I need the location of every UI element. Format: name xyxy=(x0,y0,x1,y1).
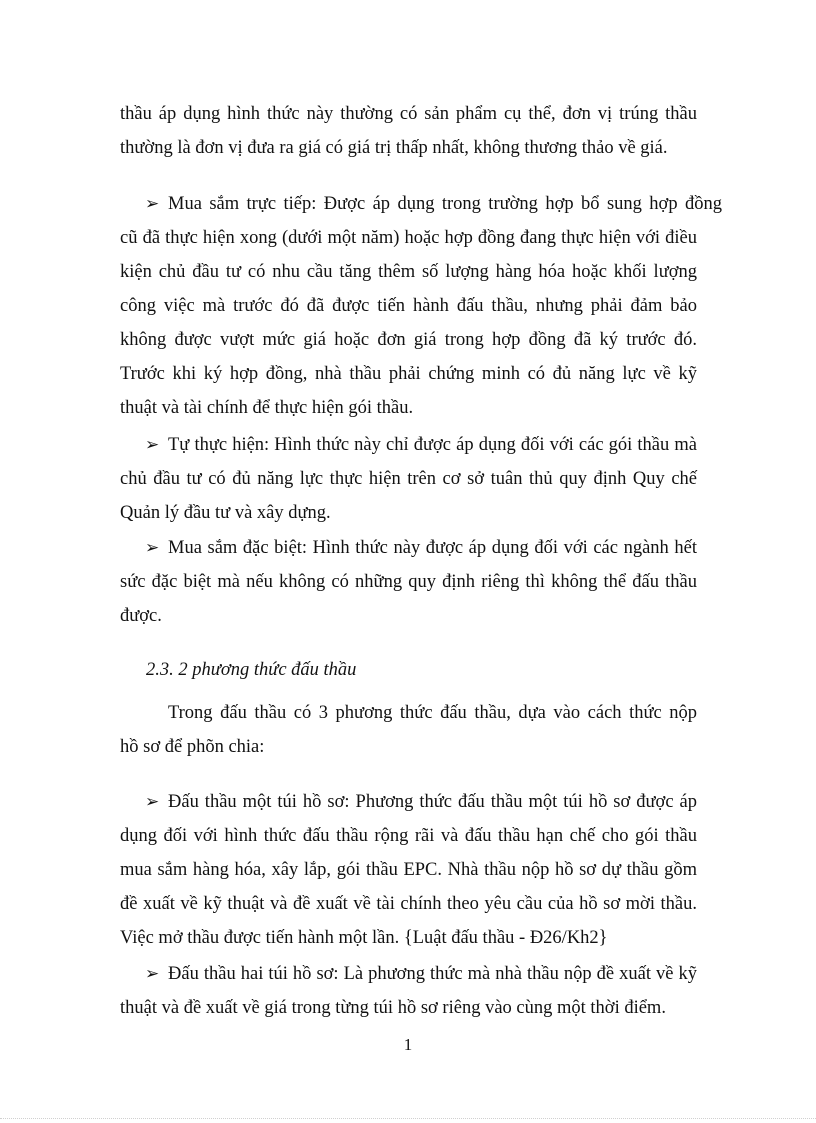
text-line: dụng đối với hình thức đấu thầu rộng rãi và đấu thầu hạn chế cho gói thầu xyxy=(120,826,697,846)
bullet-item-mua-sam-truc-tiep xyxy=(120,187,722,221)
text-line: Mua sắm trực tiếp: Được áp dụng trong trường hợp bổ sung hợp đồng xyxy=(168,194,722,214)
bullet-item-hai-tui-ho-so xyxy=(145,957,697,991)
text-line: Đấu thầu hai túi hồ sơ: Là phương thức mà nhà thầu nộp đề xuất về kỹ xyxy=(168,964,697,984)
text-line: hồ sơ để phõn chia: xyxy=(120,737,265,757)
text-line: thuật và tài chính để thực hiện gói thầu. xyxy=(120,398,414,418)
text-line: kiện chủ đầu tư có nhu cầu tăng thêm số lượng hàng hóa hoặc khối lượng xyxy=(120,262,697,282)
text-line: công việc mà trước đó đã được tiến hành đấu thầu, nhưng phải đảm bảo xyxy=(120,296,697,316)
text-line: đề xuất về kỹ thuật và đề xuất về tài chính theo yêu cầu của hồ sơ mời thầu. xyxy=(120,894,697,914)
arrow-bullet-icon: ➢ xyxy=(145,538,160,557)
text-line: mua sắm hàng hóa, xây lắp, gói thầu EPC. Nhà thầu nộp hồ sơ dự thầu gồm xyxy=(120,860,697,880)
text-line: Việc mở thầu được tiến hành một lần. {Luật đấu thầu - Đ26/Kh2} xyxy=(120,928,608,948)
text-line: Trong đấu thầu có 3 phương thức đấu thầu, dựa vào cách thức nộp xyxy=(168,703,697,723)
text-line: được. xyxy=(120,606,162,626)
text-line: không được vượt mức giá hoặc đơn giá trong hợp đồng đã ký trước đó. xyxy=(120,330,697,350)
text-line: Tự thực hiện: Hình thức này chỉ được áp dụng đối với các gói thầu mà xyxy=(168,435,697,455)
text-line: thuật và đề xuất về giá trong từng túi hồ sơ riêng vào cùng một thời điểm. xyxy=(120,998,666,1018)
text-line: chủ đầu tư có đủ năng lực thực hiện trên cơ sở tuân thủ quy định Quy chế xyxy=(120,469,697,489)
text-line: sức đặc biệt mà nếu không có những quy định riêng thì không thể đấu thầu xyxy=(120,572,697,592)
bullet-item-tu-thuc-hien xyxy=(145,428,697,462)
arrow-bullet-icon: ➢ xyxy=(145,435,160,454)
bullet-item-mot-tui-ho-so xyxy=(145,785,697,819)
text-line: Mua sắm đặc biệt: Hình thức này được áp dụng đối với các ngành hết xyxy=(168,538,697,558)
arrow-bullet-icon: ➢ xyxy=(145,194,160,213)
page-bottom-divider xyxy=(0,1118,816,1119)
arrow-bullet-icon: ➢ xyxy=(145,792,160,811)
arrow-bullet-icon: ➢ xyxy=(145,964,160,983)
text-line: Đấu thầu một túi hồ sơ: Phương thức đấu thầu một túi hồ sơ được áp xyxy=(168,792,697,812)
page-number: 1 xyxy=(403,1035,413,1054)
section-heading: 2.3. 2 phương thức đấu thầu xyxy=(146,660,357,680)
text-line: Trước khi ký hợp đồng, nhà thầu phải chứng minh có đủ năng lực về kỹ xyxy=(120,364,697,384)
text-line: thầu áp dụng hình thức này thường có sản phẩm cụ thể, đơn vị trúng thầu xyxy=(120,104,697,124)
text-line: Quản lý đầu tư và xây dựng. xyxy=(120,503,331,523)
bullet-item-mua-sam-dac-biet xyxy=(145,531,697,565)
text-line: thường là đơn vị đưa ra giá có giá trị thấp nhất, không thương thảo về giá. xyxy=(120,138,668,158)
text-line: cũ đã thực hiện xong (dưới một năm) hoặc hợp đồng đang thực hiện với điều xyxy=(120,228,697,248)
